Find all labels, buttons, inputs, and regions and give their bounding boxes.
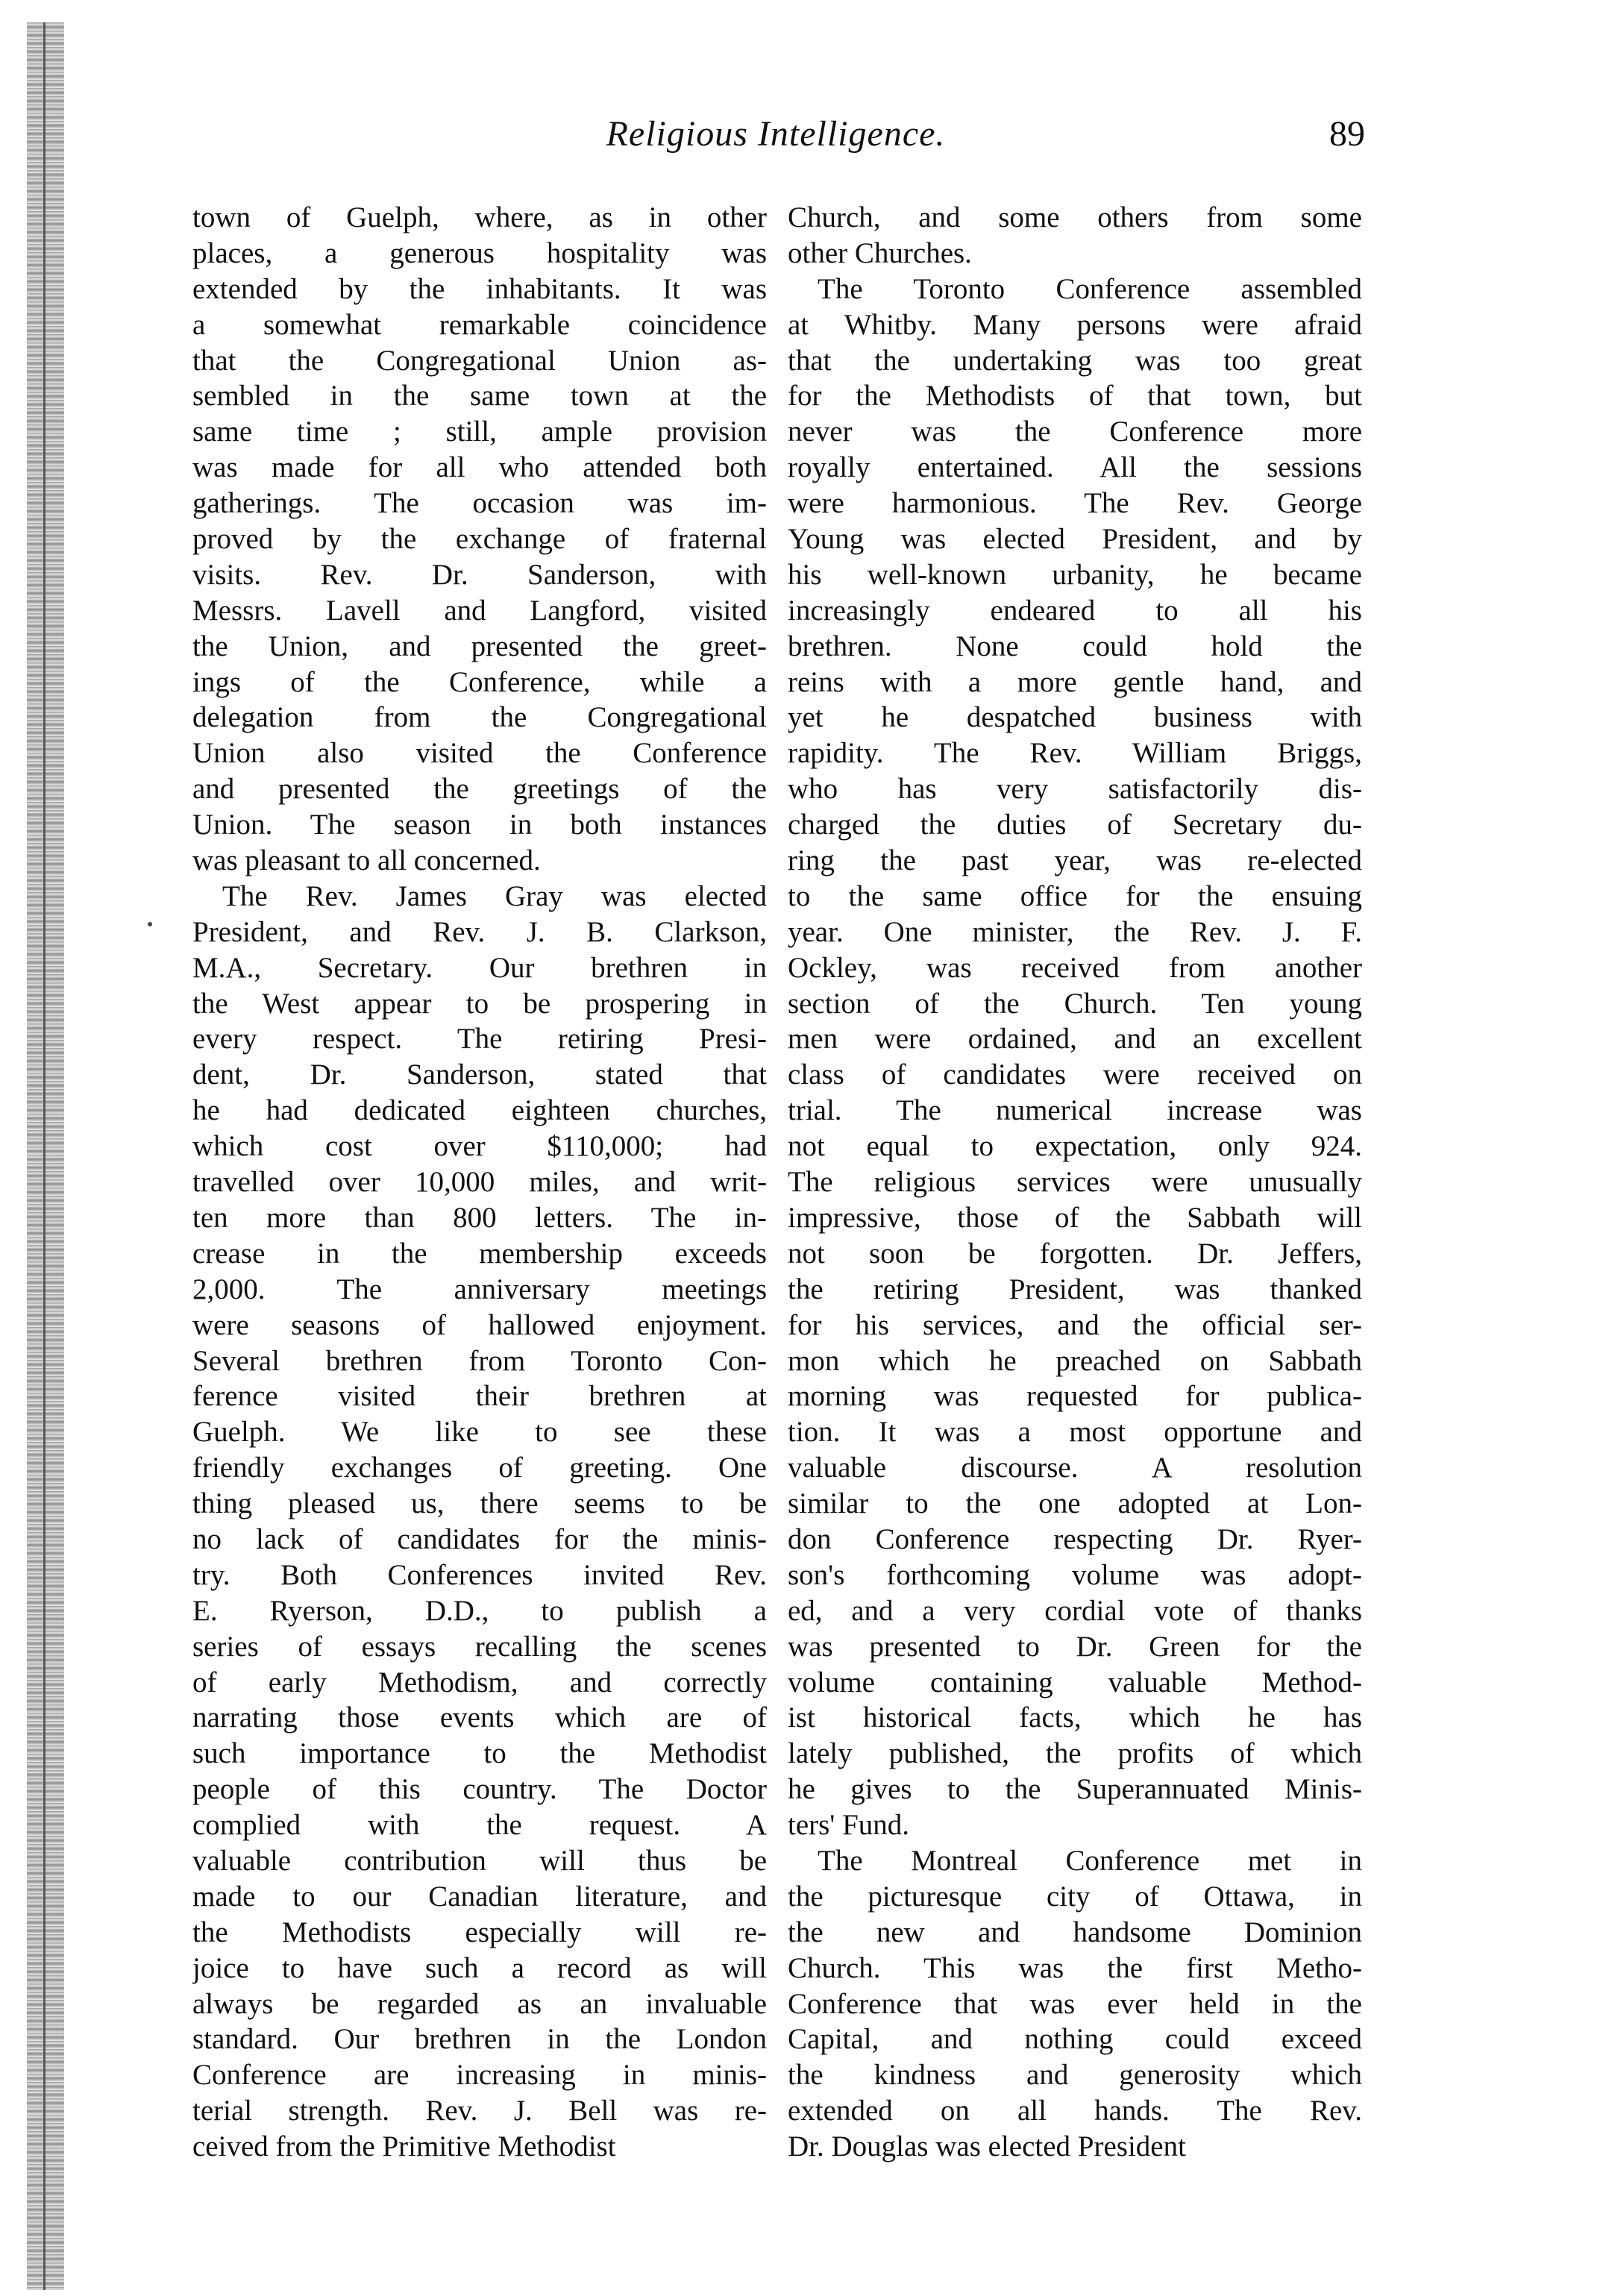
text-line: ference visited their brethren at xyxy=(192,1380,767,1413)
page-header xyxy=(186,113,1365,158)
text-line: proved by the exchange of fraternal xyxy=(192,523,767,556)
text-line: morning was requested for publica- xyxy=(788,1380,1362,1413)
text-line: the new and handsome Dominion xyxy=(788,1916,1362,1948)
text-line: for his services, and the official ser- xyxy=(788,1308,1362,1341)
text-line: complied with the request. A xyxy=(192,1809,767,1842)
text-line: valuable contribution will thus be xyxy=(192,1844,767,1877)
text-line: thing pleased us, there seems to be xyxy=(192,1487,767,1520)
margin-mark xyxy=(148,922,152,926)
text-line: lately published, the profits of which xyxy=(788,1737,1362,1770)
text-line: the picturesque city of Ottawa, in xyxy=(788,1880,1362,1913)
text-line: ten more than 800 letters. The in- xyxy=(192,1201,767,1234)
text-line: 2,000. The anniversary meetings xyxy=(192,1273,767,1305)
text-line: tion. It was a most opportune and xyxy=(788,1416,1362,1449)
text-line: Ockley, was received from another xyxy=(788,951,1362,984)
text-line: mon which he preached on Sabbath xyxy=(788,1344,1362,1377)
text-line: terial strength. Rev. J. Bell was re- xyxy=(192,2095,767,2127)
text-line: at Whitby. Many persons were afraid xyxy=(788,308,1362,341)
text-line: The Toronto Conference assembled xyxy=(818,272,1362,305)
left-column xyxy=(192,200,767,2165)
text-line: series of essays recalling the scenes xyxy=(192,1630,767,1663)
text-line: that the Congregational Union as- xyxy=(192,344,767,377)
text-line: year. One minister, the Rev. J. F. xyxy=(788,915,1362,948)
text-line: ring the past year, was re-elected xyxy=(788,844,1362,877)
text-line: ist historical facts, which he has xyxy=(788,1701,1362,1734)
text-line: narrating those events which are of xyxy=(192,1701,767,1734)
text-line: Church. This was the first Metho- xyxy=(788,1951,1362,1984)
text-line: no lack of candidates for the minis- xyxy=(192,1522,767,1555)
text-line: impressive, those of the Sabbath will xyxy=(788,1201,1362,1234)
text-line: places, a generous hospitality was xyxy=(192,236,767,269)
text-line: don Conference respecting Dr. Ryer- xyxy=(788,1522,1362,1555)
text-line: volume containing valuable Method- xyxy=(788,1666,1362,1699)
text-line: not soon be forgotten. Dr. Jeffers, xyxy=(788,1237,1362,1270)
text-line: his well-known urbanity, he became xyxy=(788,558,1362,591)
text-line: joice to have such a record as will xyxy=(192,1951,767,1984)
text-line: town of Guelph, where, as in other xyxy=(192,201,767,233)
text-line: valuable discourse. A resolution xyxy=(788,1452,1362,1484)
text-line: section of the Church. Ten young xyxy=(788,987,1362,1020)
text-line: ceived from the Primitive Methodist xyxy=(192,2130,616,2163)
text-line: delegation from the Congregational xyxy=(192,701,767,734)
binding-edge xyxy=(27,22,64,2290)
text-line: were harmonious. The Rev. George xyxy=(788,487,1362,520)
text-line: standard. Our brethren in the London xyxy=(192,2023,767,2056)
text-line: were seasons of hallowed enjoyment. xyxy=(192,1308,767,1341)
text-line: Church, and some others from some xyxy=(788,201,1362,233)
text-line: the Union, and presented the greet- xyxy=(192,630,767,662)
text-line: Capital, and nothing could exceed xyxy=(788,2023,1362,2056)
text-line: ed, and a very cordial vote of thanks xyxy=(788,1594,1362,1627)
text-line: people of this country. The Doctor xyxy=(192,1773,767,1806)
text-line: a somewhat remarkable coincidence xyxy=(192,308,767,341)
text-line: always be regarded as an invaluable xyxy=(192,1987,767,2020)
text-line: such importance to the Methodist xyxy=(192,1737,767,1770)
text-line: charged the duties of Secretary du- xyxy=(788,809,1362,841)
text-line: friendly exchanges of greeting. One xyxy=(192,1452,767,1484)
text-line: increasingly endeared to all his xyxy=(788,594,1362,627)
text-line: extended on all hands. The Rev. xyxy=(788,2095,1362,2127)
text-line: the kindness and generosity which xyxy=(788,2059,1362,2092)
text-line: The Montreal Conference met in xyxy=(818,1844,1362,1877)
text-line: was presented to Dr. Green for the xyxy=(788,1630,1362,1663)
text-line: not equal to expectation, only 924. xyxy=(788,1130,1362,1163)
text-line: who has very satisfactorily dis- xyxy=(788,773,1362,806)
text-line: the retiring President, was thanked xyxy=(788,1273,1362,1305)
text-line: The Rev. James Gray was elected xyxy=(222,879,767,912)
text-line: for the Methodists of that town, but xyxy=(788,380,1362,413)
text-line: crease in the membership exceeds xyxy=(192,1237,767,1270)
text-line: he gives to the Superannuated Minis- xyxy=(788,1773,1362,1806)
text-line: Union. The season in both instances xyxy=(192,809,767,841)
text-line: dent, Dr. Sanderson, stated that xyxy=(192,1058,767,1091)
text-line: men were ordained, and an excellent xyxy=(788,1023,1362,1056)
text-line: the West appear to be prospering in xyxy=(192,987,767,1020)
text-line: trial. The numerical increase was xyxy=(788,1094,1362,1127)
text-line: E. Ryerson, D.D., to publish a xyxy=(192,1594,767,1627)
text-line: which cost over $110,000; had xyxy=(192,1130,767,1163)
text-line: every respect. The retiring Presi- xyxy=(192,1023,767,1056)
text-line: Young was elected President, and by xyxy=(788,523,1362,556)
text-line: Conference are increasing in minis- xyxy=(192,2059,767,2092)
text-line: to the same office for the ensuing xyxy=(788,879,1362,912)
text-line: Several brethren from Toronto Con- xyxy=(192,1344,767,1377)
text-line: travelled over 10,000 miles, and writ- xyxy=(192,1166,767,1199)
text-line: extended by the inhabitants. It was xyxy=(192,272,767,305)
text-line: same time ; still, ample provision xyxy=(192,415,767,448)
text-line: reins with a more gentle hand, and xyxy=(788,665,1362,698)
text-line: The religious services were unusually xyxy=(788,1166,1362,1199)
text-line: try. Both Conferences invited Rev. xyxy=(192,1558,767,1591)
text-line: Union also visited the Conference xyxy=(192,737,767,770)
text-line: rapidity. The Rev. William Briggs, xyxy=(788,737,1362,770)
text-line: brethren. None could hold the xyxy=(788,630,1362,662)
text-line: similar to the one adopted at Lon- xyxy=(788,1487,1362,1520)
text-line: he had dedicated eighteen churches, xyxy=(192,1094,767,1127)
text-line: Messrs. Lavell and Langford, visited xyxy=(192,594,767,627)
text-line: sembled in the same town at the xyxy=(192,380,767,413)
text-line: was pleasant to all concerned. xyxy=(192,844,541,877)
text-line: never was the Conference more xyxy=(788,415,1362,448)
text-line: and presented the greetings of the xyxy=(192,773,767,806)
text-line: royally entertained. All the sessions xyxy=(788,451,1362,484)
text-line: Guelph. We like to see these xyxy=(192,1416,767,1449)
text-line: M.A., Secretary. Our brethren in xyxy=(192,951,767,984)
page-number: 89 xyxy=(1329,114,1365,154)
text-line: yet he despatched business with xyxy=(788,701,1362,734)
right-column xyxy=(788,200,1362,2165)
running-title: Religious Intelligence. xyxy=(606,114,946,154)
text-line: the Methodists especially will re- xyxy=(192,1916,767,1948)
text-line: gatherings. The occasion was im- xyxy=(192,487,767,520)
text-line: class of candidates were received on xyxy=(788,1058,1362,1091)
text-line: son's forthcoming volume was adopt- xyxy=(788,1558,1362,1591)
text-line: of early Methodism, and correctly xyxy=(192,1666,767,1699)
text-line: visits. Rev. Dr. Sanderson, with xyxy=(192,558,767,591)
text-line: Dr. Douglas was elected President xyxy=(788,2130,1186,2163)
text-line: Conference that was ever held in the xyxy=(788,1987,1362,2020)
text-line: ings of the Conference, while a xyxy=(192,665,767,698)
text-line: other Churches. xyxy=(788,236,972,269)
text-line: made to our Canadian literature, and xyxy=(192,1880,767,1913)
text-line: President, and Rev. J. B. Clarkson, xyxy=(192,915,767,948)
text-line: was made for all who attended both xyxy=(192,451,767,484)
text-line: that the undertaking was too great xyxy=(788,344,1362,377)
text-line: ters' Fund. xyxy=(788,1809,910,1842)
